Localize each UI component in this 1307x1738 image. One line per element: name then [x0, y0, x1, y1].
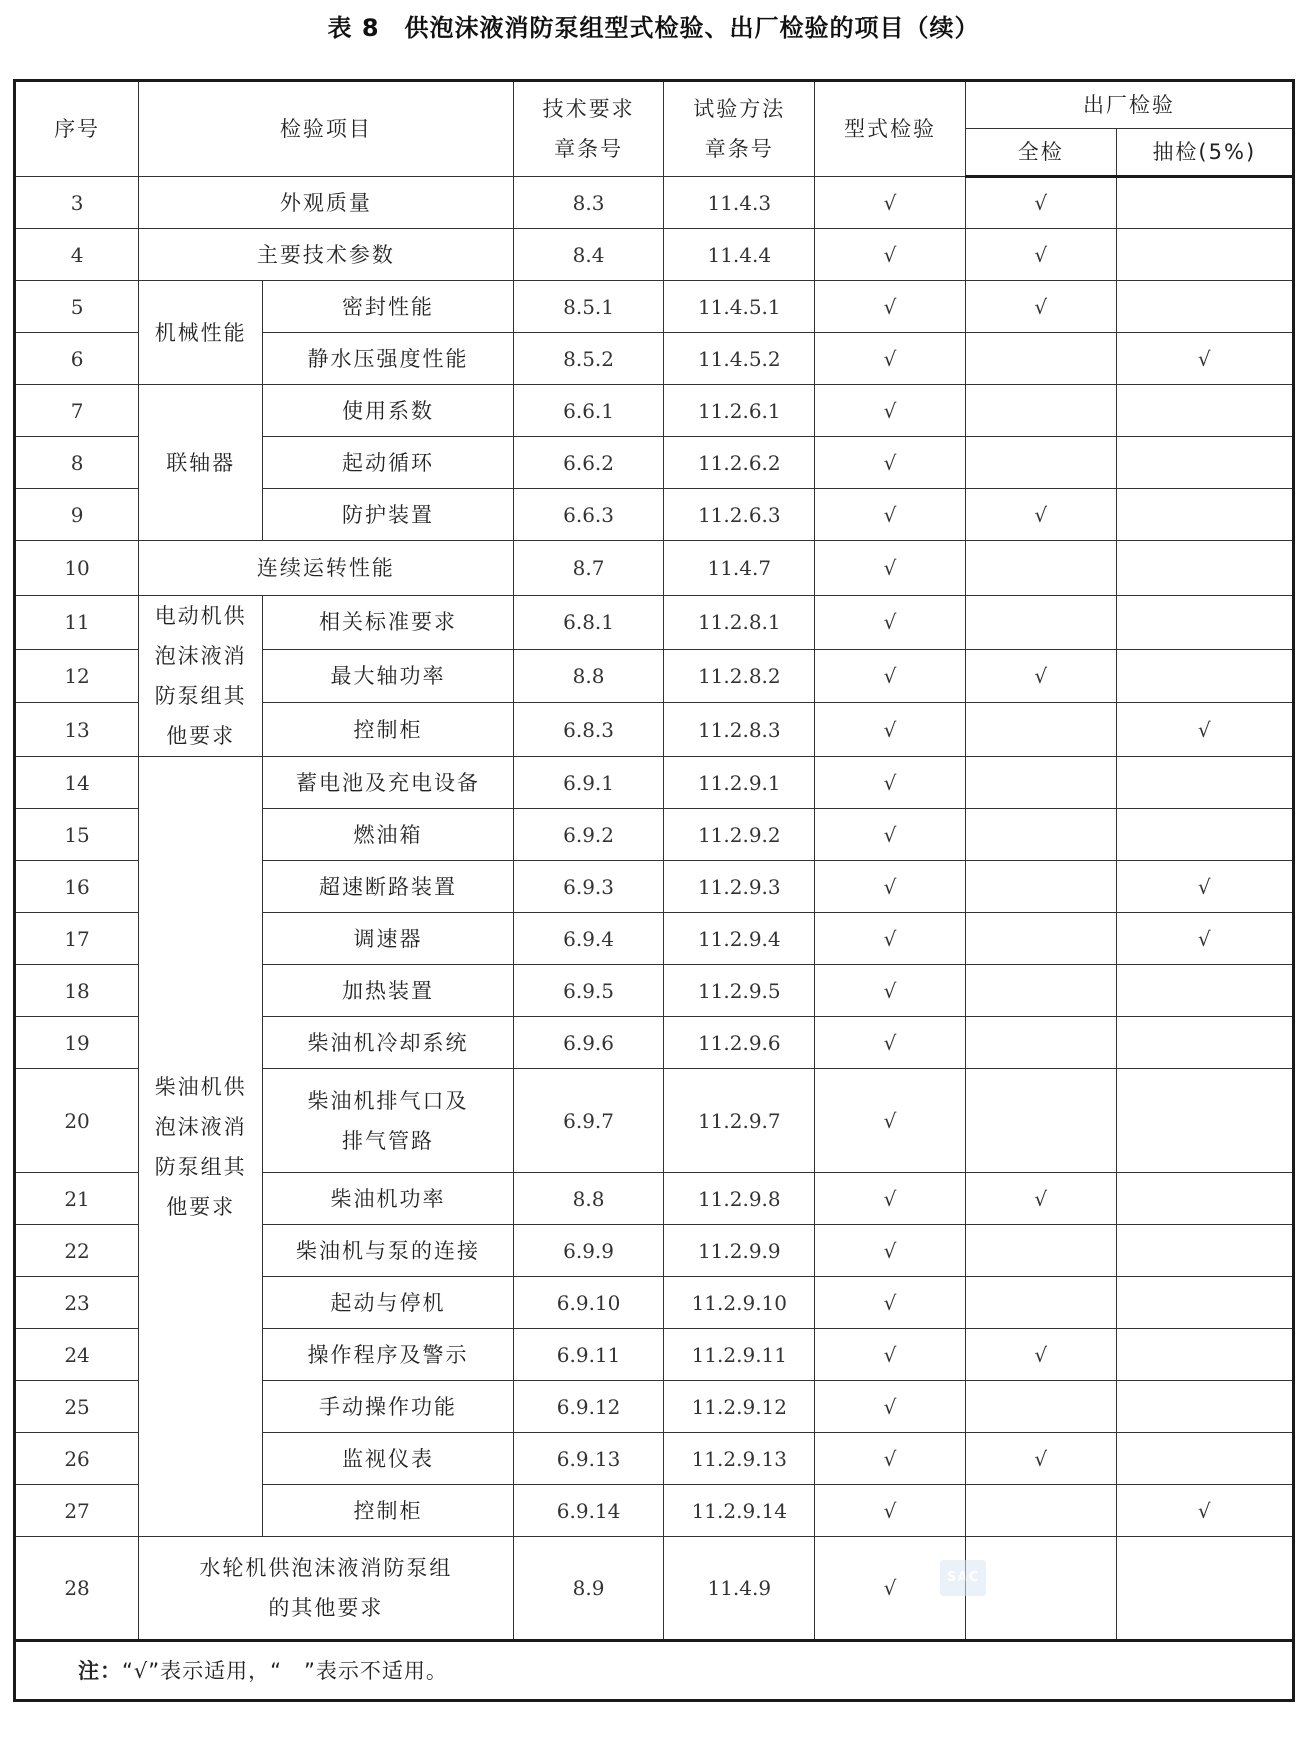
- row-tech-clause: 8.8: [513, 649, 664, 703]
- row-full-check: [965, 1017, 1116, 1069]
- row-seq: 8: [15, 437, 139, 489]
- row-item: 加热装置: [263, 965, 513, 1017]
- row-full-check: [965, 809, 1116, 861]
- row-method-clause: 11.4.9: [664, 1537, 815, 1641]
- row-type-check: √: [815, 1225, 966, 1277]
- row-tech-clause: 8.4: [513, 229, 664, 281]
- table-title: 表 8 供泡沫液消防泵组型式检验、出厂检验的项目（续）: [327, 14, 980, 42]
- row-sample-check: √: [1116, 333, 1293, 385]
- group-diesel-line: 防泵组其: [154, 1154, 247, 1179]
- row-method-clause: 11.2.9.1: [664, 757, 815, 809]
- row-seq: 15: [15, 809, 139, 861]
- header-sample-test: 抽检(5%): [1116, 129, 1293, 177]
- row-seq: 26: [15, 1433, 139, 1485]
- row-sample-check: [1116, 1225, 1293, 1277]
- row-tech-clause: 6.8.1: [513, 596, 664, 650]
- row-full-check: √: [965, 1433, 1116, 1485]
- row-method-clause: 11.2.9.8: [664, 1173, 815, 1225]
- row-item: 超速断路装置: [263, 861, 513, 913]
- row-item: 控制柜: [263, 703, 513, 757]
- row-item: 柴油机与泵的连接: [263, 1225, 513, 1277]
- row-item: 手动操作功能: [263, 1381, 513, 1433]
- row-tech-clause: 6.6.3: [513, 489, 664, 541]
- row-seq: 13: [15, 703, 139, 757]
- row-seq: 16: [15, 861, 139, 913]
- row-type-check: √: [815, 177, 966, 229]
- row-type-check: √: [815, 489, 966, 541]
- row-method-clause: 11.2.9.14: [664, 1485, 815, 1537]
- row-seq: 17: [15, 913, 139, 965]
- table-row: [15, 229, 1294, 281]
- header-item: 检验项目: [139, 81, 514, 177]
- row-seq: 19: [15, 1017, 139, 1069]
- row-item: 主要技术参数: [139, 229, 514, 281]
- group-diesel-line: 柴油机供: [154, 1074, 247, 1099]
- row-sample-check: [1116, 1537, 1293, 1641]
- row-type-check: √: [815, 1381, 966, 1433]
- row-type-check: √: [815, 913, 966, 965]
- row-tech-clause: 6.9.11: [513, 1329, 664, 1381]
- row-seq: 3: [15, 177, 139, 229]
- row-sample-check: √: [1116, 703, 1293, 757]
- row-seq: 11: [15, 596, 139, 650]
- row-full-check: [965, 541, 1116, 596]
- group-electric-line: 防泵组其: [154, 684, 247, 708]
- row-tech-clause: 8.9: [513, 1537, 664, 1641]
- row-sample-check: √: [1116, 913, 1293, 965]
- row-method-clause: 11.2.8.1: [664, 596, 815, 650]
- row-method-clause: 11.4.7: [664, 541, 815, 596]
- row-seq: 7: [15, 385, 139, 437]
- row-seq: 12: [15, 649, 139, 703]
- row-item: 使用系数: [263, 385, 513, 437]
- row-tech-clause: 6.9.9: [513, 1225, 664, 1277]
- row-tech-clause: 6.6.1: [513, 385, 664, 437]
- row-type-check: √: [815, 596, 966, 650]
- note-row: [15, 1641, 1294, 1701]
- row-item-line: 柴油机排气口及: [307, 1088, 469, 1113]
- row-item-line: 的其他要求: [268, 1596, 384, 1620]
- row-sample-check: [1116, 757, 1293, 809]
- row-full-check: √: [965, 1173, 1116, 1225]
- sac-watermark: SAC: [940, 1560, 986, 1596]
- row-type-check: √: [815, 1277, 966, 1329]
- row-item: 蓄电池及充电设备: [263, 757, 513, 809]
- row-tech-clause: 6.9.3: [513, 861, 664, 913]
- row-item: 静水压强度性能: [263, 333, 513, 385]
- row-sample-check: [1116, 541, 1293, 596]
- row-seq: 6: [15, 333, 139, 385]
- row-sample-check: [1116, 1173, 1293, 1225]
- row-tech-clause: 6.6.2: [513, 437, 664, 489]
- row-seq: 24: [15, 1329, 139, 1381]
- row-full-check: [965, 757, 1116, 809]
- row-type-check: √: [815, 385, 966, 437]
- row-full-check: [965, 861, 1116, 913]
- table-row: [15, 757, 1294, 809]
- row-sample-check: [1116, 965, 1293, 1017]
- row-method-clause: 11.4.3: [664, 177, 815, 229]
- row-item: 燃油箱: [263, 809, 513, 861]
- table-row: [15, 1537, 1294, 1641]
- row-sample-check: √: [1116, 1485, 1293, 1537]
- row-item: 最大轴功率: [263, 649, 513, 703]
- header-method-line2: 章条号: [704, 137, 774, 161]
- group-electric-line: 电动机供: [154, 604, 247, 628]
- row-item: [263, 1069, 513, 1173]
- row-method-clause: 11.2.8.2: [664, 649, 815, 703]
- row-item: 外观质量: [139, 177, 514, 229]
- row-sample-check: [1116, 437, 1293, 489]
- row-type-check: √: [815, 1329, 966, 1381]
- row-method-clause: 11.2.9.9: [664, 1225, 815, 1277]
- row-type-check: √: [815, 229, 966, 281]
- row-seq: 9: [15, 489, 139, 541]
- header-method-clause: [664, 81, 815, 177]
- row-method-clause: 11.4.5.2: [664, 333, 815, 385]
- row-full-check: [965, 913, 1116, 965]
- row-full-check: √: [965, 489, 1116, 541]
- row-sample-check: [1116, 1277, 1293, 1329]
- row-type-check: √: [815, 437, 966, 489]
- row-tech-clause: 8.5.2: [513, 333, 664, 385]
- row-tech-clause: 8.5.1: [513, 281, 664, 333]
- table-row: [15, 281, 1294, 333]
- row-type-check: √: [815, 1173, 966, 1225]
- row-sample-check: [1116, 1329, 1293, 1381]
- row-type-check: √: [815, 809, 966, 861]
- row-method-clause: 11.2.9.6: [664, 1017, 815, 1069]
- row-tech-clause: 6.9.1: [513, 757, 664, 809]
- table-row: [15, 541, 1294, 596]
- row-sample-check: [1116, 809, 1293, 861]
- row-type-check: √: [815, 1537, 966, 1641]
- row-type-check: √: [815, 1069, 966, 1173]
- row-method-clause: 11.2.6.2: [664, 437, 815, 489]
- row-full-check: [965, 1277, 1116, 1329]
- header-tech-line2: 章条号: [554, 137, 624, 161]
- row-tech-clause: 6.9.7: [513, 1069, 664, 1173]
- row-type-check: √: [815, 1017, 966, 1069]
- row-method-clause: 11.4.4: [664, 229, 815, 281]
- group-electric: [139, 596, 263, 757]
- row-item: 连续运转性能: [139, 541, 514, 596]
- inspection-table: [13, 79, 1295, 1702]
- row-method-clause: 11.2.9.4: [664, 913, 815, 965]
- row-type-check: √: [815, 965, 966, 1017]
- group-electric-line: 他要求: [166, 724, 236, 748]
- row-tech-clause: 6.9.10: [513, 1277, 664, 1329]
- row-seq: 14: [15, 757, 139, 809]
- header-full-test: 全检: [965, 129, 1116, 177]
- row-method-clause: 11.2.6.1: [664, 385, 815, 437]
- group-electric-line: 泡沫液消: [154, 644, 247, 668]
- row-seq: 22: [15, 1225, 139, 1277]
- row-seq: 5: [15, 281, 139, 333]
- row-tech-clause: 8.3: [513, 177, 664, 229]
- row-method-clause: 11.4.5.1: [664, 281, 815, 333]
- table-row: [15, 385, 1294, 437]
- group-diesel: [139, 757, 263, 1537]
- row-sample-check: [1116, 281, 1293, 333]
- row-type-check: √: [815, 541, 966, 596]
- row-item: 操作程序及警示: [263, 1329, 513, 1381]
- row-full-check: [965, 596, 1116, 650]
- row-tech-clause: 8.7: [513, 541, 664, 596]
- group-coupling: 联轴器: [139, 385, 263, 541]
- group-diesel-line: 泡沫液消: [154, 1114, 247, 1139]
- row-full-check: √: [965, 177, 1116, 229]
- row-seq: 28: [15, 1537, 139, 1641]
- row-item: 起动循环: [263, 437, 513, 489]
- row-full-check: √: [965, 1329, 1116, 1381]
- row-type-check: √: [815, 1485, 966, 1537]
- row-seq: 20: [15, 1069, 139, 1173]
- row-type-check: √: [815, 1433, 966, 1485]
- row-tech-clause: 6.9.5: [513, 965, 664, 1017]
- row-sample-check: [1116, 596, 1293, 650]
- row-item: [139, 1537, 514, 1641]
- row-sample-check: √: [1116, 861, 1293, 913]
- row-full-check: [965, 1069, 1116, 1173]
- row-full-check: [965, 965, 1116, 1017]
- row-method-clause: 11.2.9.2: [664, 809, 815, 861]
- header-factory-test: 出厂检验: [965, 81, 1293, 129]
- row-full-check: √: [965, 649, 1116, 703]
- row-full-check: [965, 1225, 1116, 1277]
- row-sample-check: [1116, 1017, 1293, 1069]
- group-diesel-line: 他要求: [166, 1194, 236, 1219]
- row-seq: 25: [15, 1381, 139, 1433]
- row-sample-check: [1116, 1433, 1293, 1485]
- row-tech-clause: 8.8: [513, 1173, 664, 1225]
- row-method-clause: 11.2.9.5: [664, 965, 815, 1017]
- row-type-check: √: [815, 281, 966, 333]
- row-type-check: √: [815, 333, 966, 385]
- table-row: [15, 177, 1294, 229]
- header-type-test: 型式检验: [815, 81, 966, 177]
- row-tech-clause: 6.8.3: [513, 703, 664, 757]
- table-note: [15, 1641, 1294, 1701]
- row-sample-check: [1116, 1381, 1293, 1433]
- row-full-check: [965, 1537, 1116, 1641]
- row-seq: 23: [15, 1277, 139, 1329]
- row-item: 监视仪表: [263, 1433, 513, 1485]
- row-type-check: √: [815, 703, 966, 757]
- row-seq: 27: [15, 1485, 139, 1537]
- row-seq: 4: [15, 229, 139, 281]
- row-method-clause: 11.2.9.7: [664, 1069, 815, 1173]
- row-method-clause: 11.2.9.10: [664, 1277, 815, 1329]
- row-method-clause: 11.2.6.3: [664, 489, 815, 541]
- row-method-clause: 11.2.9.12: [664, 1381, 815, 1433]
- row-method-clause: 11.2.9.13: [664, 1433, 815, 1485]
- row-tech-clause: 6.9.12: [513, 1381, 664, 1433]
- header-method-line1: 试验方法: [693, 97, 786, 121]
- row-method-clause: 11.2.8.3: [664, 703, 815, 757]
- row-tech-clause: 6.9.2: [513, 809, 664, 861]
- row-tech-clause: 6.9.4: [513, 913, 664, 965]
- row-type-check: √: [815, 649, 966, 703]
- row-method-clause: 11.2.9.3: [664, 861, 815, 913]
- row-item-line: 排气管路: [341, 1128, 434, 1153]
- row-sample-check: [1116, 649, 1293, 703]
- row-item: 柴油机功率: [263, 1173, 513, 1225]
- row-seq: 10: [15, 541, 139, 596]
- row-item: 起动与停机: [263, 1277, 513, 1329]
- row-full-check: √: [965, 281, 1116, 333]
- row-full-check: [965, 385, 1116, 437]
- row-item: 调速器: [263, 913, 513, 965]
- row-full-check: [965, 437, 1116, 489]
- row-item: 相关标准要求: [263, 596, 513, 650]
- row-full-check: [965, 703, 1116, 757]
- row-sample-check: [1116, 489, 1293, 541]
- note-label: 注：: [78, 1658, 122, 1683]
- row-sample-check: [1116, 385, 1293, 437]
- header-tech-clause: [513, 81, 664, 177]
- row-sample-check: [1116, 1069, 1293, 1173]
- row-type-check: √: [815, 757, 966, 809]
- row-sample-check: [1116, 229, 1293, 281]
- row-item-line: 水轮机供泡沫液消防泵组: [199, 1556, 453, 1580]
- row-item: 密封性能: [263, 281, 513, 333]
- row-seq: 18: [15, 965, 139, 1017]
- row-full-check: [965, 1485, 1116, 1537]
- note-text: “√”表示适用，“ ”表示不适用。: [122, 1658, 448, 1683]
- row-type-check: √: [815, 861, 966, 913]
- row-tech-clause: 6.9.6: [513, 1017, 664, 1069]
- row-full-check: √: [965, 229, 1116, 281]
- group-mechanical: 机械性能: [139, 281, 263, 385]
- row-item: 柴油机冷却系统: [263, 1017, 513, 1069]
- row-full-check: [965, 1381, 1116, 1433]
- row-item: 控制柜: [263, 1485, 513, 1537]
- row-method-clause: 11.2.9.11: [664, 1329, 815, 1381]
- row-sample-check: [1116, 177, 1293, 229]
- row-tech-clause: 6.9.14: [513, 1485, 664, 1537]
- row-seq: 21: [15, 1173, 139, 1225]
- row-item: 防护装置: [263, 489, 513, 541]
- row-full-check: [965, 333, 1116, 385]
- table-row: [15, 596, 1294, 650]
- row-tech-clause: 6.9.13: [513, 1433, 664, 1485]
- header-tech-line1: 技术要求: [542, 97, 635, 121]
- header-seq: 序号: [15, 81, 139, 177]
